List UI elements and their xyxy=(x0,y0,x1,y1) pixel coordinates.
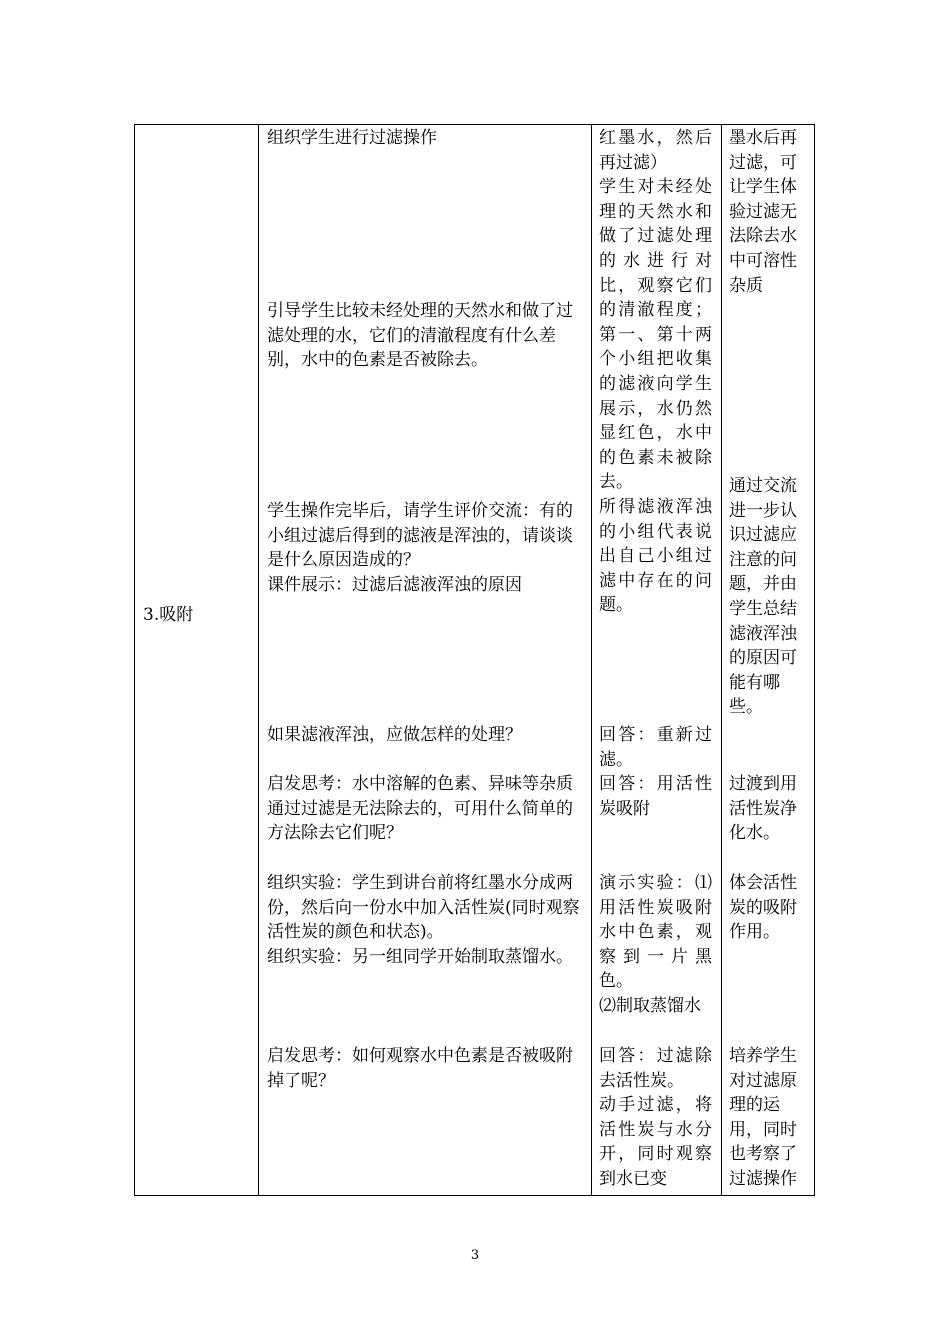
page-number: 3 xyxy=(470,1248,480,1263)
teacher-activity: 组织学生进行过滤操作 xyxy=(267,128,437,148)
student-activity: 回答：过滤除去活性炭。 动手过滤，将活性炭与水分开，同时观察到水已变 xyxy=(599,1046,712,1189)
teacher-activity: 启发思考：水中溶解的色素、异味等杂质通过过滤是无法除去的，可用什么简单的方法除去它们呢？ xyxy=(267,774,573,844)
teacher-activity: 启发思考：如何观察水中色素是否被吸附掉了呢？ xyxy=(267,1046,573,1091)
column-divider xyxy=(591,125,592,1195)
student-activity: 红墨水，然后再过滤） 学生对未经处理的天然水和做了过滤处理的水进行对比，观察它们的清澈程度；第一、第十两个小组把收集的滤液向学生展示，水仍然显红色，水中的色素未被除去。 所得滤液浑浊的小组代表说出自己小组过滤中存在的问题。 xyxy=(599,128,712,616)
column-divider xyxy=(258,125,259,1195)
design-intent: 培养学生对过滤原理的运用，同时也考察了过滤操作 xyxy=(729,1046,797,1189)
stage-label: 3.吸附 xyxy=(143,605,194,625)
design-intent: 通过交流进一步认识过滤应注意的问题，并由学生总结滤液浑浊的原因可能有哪些。 xyxy=(729,476,797,718)
design-intent: 墨水后再过滤，可让学生体验过滤无法除去水中可溶性杂质 xyxy=(729,128,797,296)
student-activity: 回答：重新过滤。 xyxy=(599,725,712,770)
teacher-activity: 组织实验：学生到讲台前将红墨水分成两份，然后向一份水中加入活性炭(同时观察活性炭的颜色和状态)。 组织实验：另一组同学开始制取蒸馏水。 xyxy=(267,873,580,967)
teacher-activity: 学生操作完毕后，请学生评价交流：有的小组过滤后得到的滤液是浑浊的，请谈谈是什么原因造成的？ 课件展示：过滤后滤液浑浊的原因 xyxy=(267,501,573,595)
column-divider xyxy=(721,125,722,1195)
teacher-activity: 引导学生比较未经处理的天然水和做了过滤处理的水，它们的清澈程度有什么差别，水中的色素是否被除去。 xyxy=(267,301,573,371)
lesson-plan-table xyxy=(134,124,815,1196)
design-intent: 过渡到用活性炭净化水。 xyxy=(729,774,797,844)
student-activity: 演示实验：⑴用活性炭吸附水中色素，观察到一片黑色。 ⑵制取蒸馏水 xyxy=(599,873,712,1016)
student-activity: 回答：用活性炭吸附 xyxy=(599,774,712,819)
teacher-activity: 如果滤液浑浊，应做怎样的处理？ xyxy=(267,725,522,745)
design-intent: 体会活性炭的吸附作用。 xyxy=(729,873,797,943)
